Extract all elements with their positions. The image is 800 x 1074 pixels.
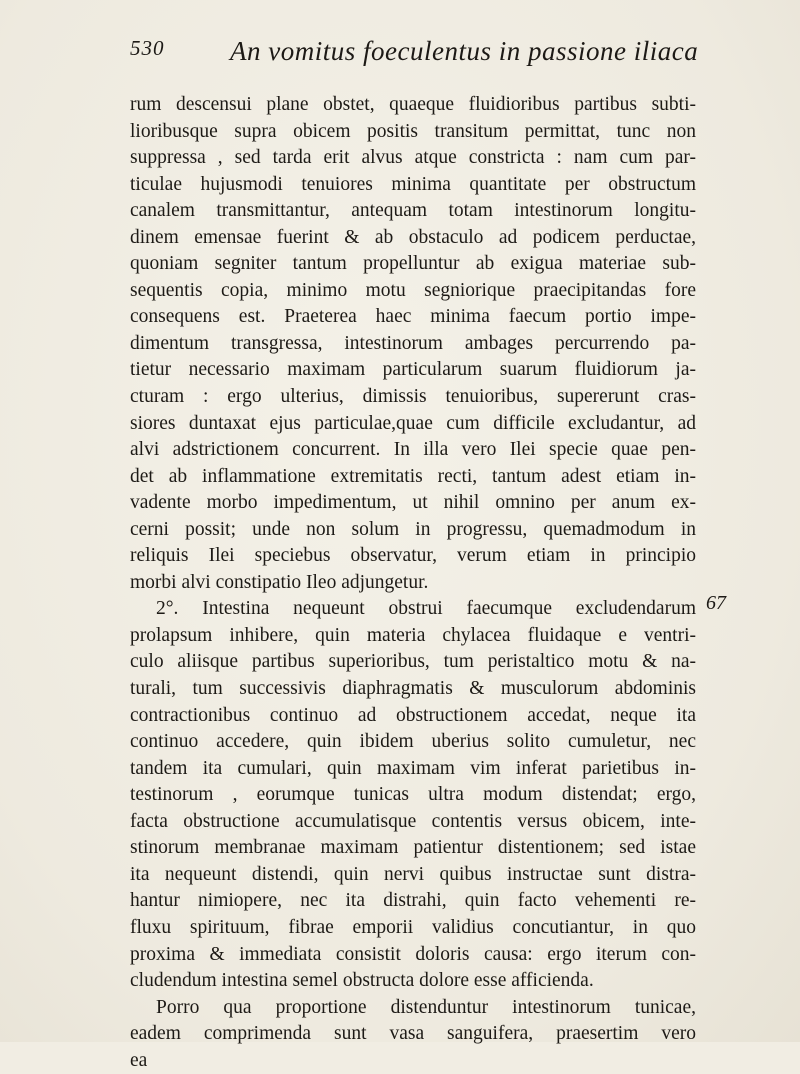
text-line: reliquis Ilei speciebus observatur, verum etiam in principio xyxy=(130,545,696,567)
text-line: ita nequeunt distendi, quin nervi quibus instructae sunt distra- xyxy=(130,863,696,885)
text-line: continuo accedere, quin ibidem uberius solito cumuletur, nec xyxy=(130,731,696,753)
text-line: tandem ita cumulari, quin maximam vim inferat parietibus in- xyxy=(130,757,696,779)
text-line: suppressa , sed tarda erit alvus atque constricta : nam cum par- xyxy=(130,147,696,169)
text-line: dinem emensae fuerint & ab obstaculo ad podicem perductae, xyxy=(130,226,696,248)
text-line: rum descensui plane obstet, quaeque fluidioribus partibus subti- xyxy=(130,94,696,115)
text-line: cerni possit; unde non solum in progressu, quemadmodum in xyxy=(130,518,696,540)
text-line: eadem comprimenda sunt vasa sanguifera, praesertim vero xyxy=(130,1023,696,1045)
text-line: culo aliisque partibus superioribus, tum peristaltico motu & na- xyxy=(130,651,696,673)
text-line: siores duntaxat ejus particulae,quae cum difficile excludantur, ad xyxy=(130,412,696,434)
text-line: sequentis copia, minimo motu segniorique praecipitandas fore xyxy=(130,279,696,301)
text-line: alvi adstrictionem concurrent. In illa vero Ilei specie quae pen- xyxy=(130,439,696,461)
text-line: hantur nimiopere, nec ita distrahi, quin facto vehementi re- xyxy=(130,890,696,912)
text-line: lioribusque supra obicem positis transitum permittat, tunc non xyxy=(130,120,696,142)
text-line: cludendum intestina semel obstructa dolore esse afficienda. xyxy=(130,970,594,992)
text-line: testinorum , eorumque tunicas ultra modum distendat; ergo, xyxy=(130,784,696,806)
text-line: tietur necessario maximam particularum suarum fluidiorum ja- xyxy=(130,359,696,381)
text-line: canalem transmittantur, antequam totam intestinorum longitu- xyxy=(130,200,696,222)
page-header xyxy=(130,36,699,76)
text-line: fluxu spirituum, fibrae emporii validius concutiantur, in quo xyxy=(130,916,696,938)
text-line: morbi alvi constipatio Ileo adjungetur. xyxy=(130,571,429,593)
running-title: An vomitus foeculentus in passione iliaca xyxy=(230,36,699,66)
body-text xyxy=(130,92,696,1074)
text-line: quoniam segniter tantum propelluntur ab exigua materiae sub- xyxy=(130,253,696,275)
text-line: facta obstructione accumulatisque contentis versus obicem, inte- xyxy=(130,810,696,832)
text-line: contractionibus continuo ad obstructionem accedat, neque ita xyxy=(130,704,696,726)
text-line: det ab inflammatione extremitatis recti, tantum adest etiam in- xyxy=(130,465,696,487)
text-line: dimentum transgressa, intestinorum ambages percurrendo pa- xyxy=(130,332,696,354)
text-line: ea xyxy=(130,1049,148,1071)
text-line: ticulae hujusmodi tenuiores minima quantitate per obstructum xyxy=(130,173,696,195)
text-line: Porro qua proportione distenduntur intestinorum tunicae, xyxy=(156,996,696,1018)
text-line: vadente morbo impedimentum, ut nihil omnino per anum ex- xyxy=(130,492,696,514)
text-line: proxima & immediata consistit doloris causa: ergo iterum con- xyxy=(130,943,696,965)
text-line: turali, tum successivis diaphragmatis & musculorum abdominis xyxy=(130,678,696,700)
text-line: prolapsum inhibere, quin materia chylacea fluidaque e ventri- xyxy=(130,624,696,646)
page-number: 530 xyxy=(130,36,165,60)
margin-page-reference: 67 xyxy=(706,592,726,614)
text-line: stinorum membranae maximam patientur distentionem; sed istae xyxy=(130,837,696,859)
text-line: cturam : ergo ulterius, dimissis tenuioribus, supererunt cras- xyxy=(130,386,696,408)
text-line: consequens est. Praeterea haec minima faecum portio impe- xyxy=(130,306,696,328)
text-line: 2°. Intestina nequeunt obstrui faecumque excludendarum xyxy=(156,598,696,620)
